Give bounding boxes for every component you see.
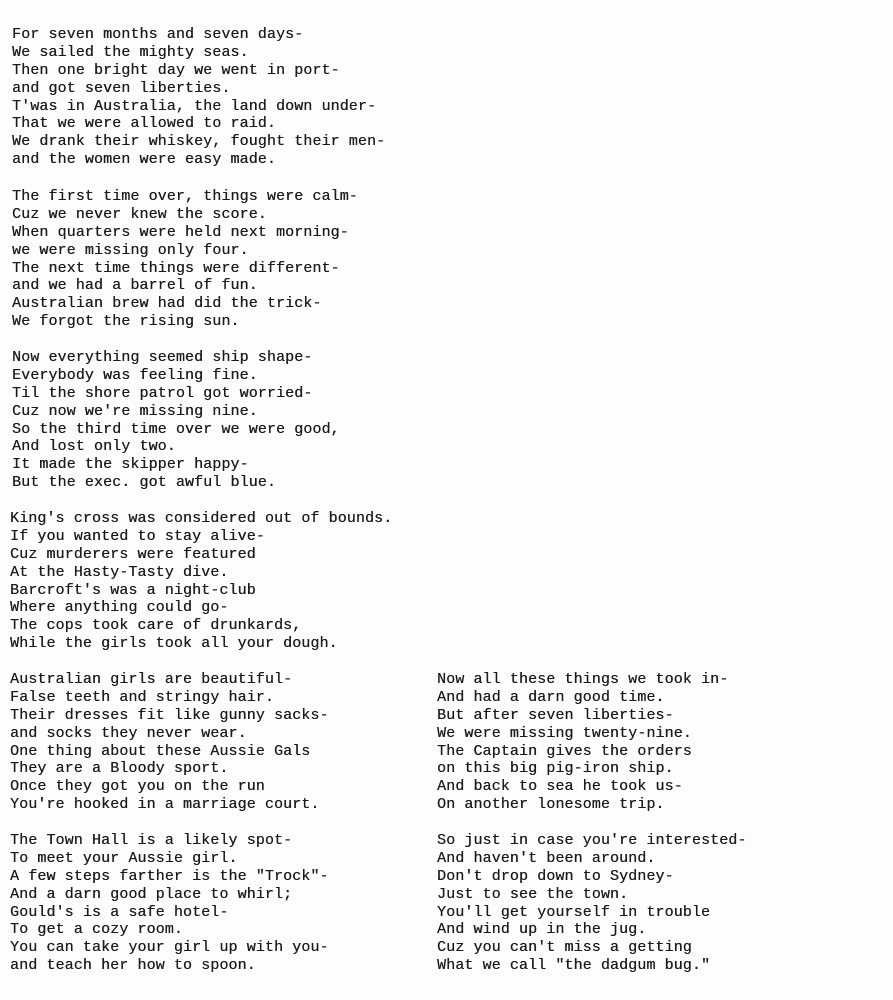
stanza-6 [10, 832, 329, 975]
poem-line: But after seven liberties- [437, 706, 674, 724]
poem-line: we were missing only four. [12, 241, 249, 259]
poem-line: Now all these things we took in- [437, 671, 729, 688]
poem-line: While the girls took all your dough. [10, 635, 338, 653]
poem-line: The cops took care of drunkards, [10, 617, 302, 635]
poem-line: A few steps farther is the "Trock"- [10, 867, 329, 885]
poem-line: Where anything could go- [10, 599, 229, 617]
poem-line: And a darn good place to whirl; [10, 885, 293, 903]
poem-line: That we were allowed to raid. [12, 115, 276, 133]
poem-line: It made the skipper happy- [12, 456, 249, 474]
poem-line: Cuz murderers were featured [10, 545, 256, 563]
poem-line: You're hooked in a marriage court. [10, 796, 320, 814]
poem-line: And had a darn good time. [437, 688, 665, 706]
poem-line: At the Hasty-Tasty dive. [10, 563, 229, 581]
poem-line: Gould's is a safe hotel- [10, 903, 229, 921]
poem-line: So the third time over we were good, [12, 420, 340, 438]
poem-line: T'was in Australia, the land down under- [12, 97, 377, 115]
poem-line: You can take your girl up with you- [10, 939, 329, 957]
poem-line: and we had a barrel of fun. [12, 277, 258, 295]
poem-line: To meet your Aussie girl. [10, 849, 238, 867]
poem-line: Everybody was feeling fine. [12, 366, 258, 384]
poem-line: The next time things were different- [12, 259, 340, 277]
poem-line: And lost only two. [12, 438, 176, 456]
stanza-7 [437, 671, 728, 814]
stanza-4 [10, 510, 392, 653]
poem-line: We forgot the rising sun. [12, 313, 240, 331]
poem-line: And wind up in the jug. [437, 921, 647, 939]
poem-line: Cuz you can't miss a getting [437, 939, 692, 957]
poem-line: Once they got you on the run [10, 778, 265, 796]
poem-line: and got seven liberties. [12, 79, 231, 97]
poem-line: and socks they never wear. [10, 724, 247, 742]
poem-line: Their dresses fit like gunny sacks- [10, 706, 329, 724]
poem-line: What we call "the dadgum bug." [437, 957, 711, 975]
poem-line: False teeth and stringy hair. [10, 688, 274, 706]
poem-line: But the exec. got awful blue. [12, 474, 276, 492]
stanza-8 [437, 832, 746, 975]
poem-line: Then one bright day we went in port- [12, 61, 340, 79]
stanza-2 [12, 188, 358, 331]
poem-line: They are a Bloody sport. [10, 760, 229, 778]
poem-line: Barcroft's was a night-club [10, 581, 256, 599]
stanza-1 [12, 26, 385, 169]
poem-line: Now everything seemed ship shape- [12, 349, 313, 366]
poem-line: To get a cozy room. [10, 921, 183, 939]
poem-line: Cuz now we're missing nine. [12, 402, 258, 420]
poem-line: The Captain gives the orders [437, 742, 692, 760]
poem-line: We drank their whiskey, fought their men- [12, 133, 386, 151]
poem-line: One thing about these Aussie Gals [10, 742, 311, 760]
stanza-3 [12, 349, 340, 492]
poem-line: Just to see the town. [437, 885, 629, 903]
poem-line: and the women were easy made. [12, 151, 276, 169]
poem-line: We were missing twenty-nine. [437, 724, 692, 742]
poem-line: Cuz we never knew the score. [12, 205, 267, 223]
poem-line: And back to sea he took us- [437, 778, 683, 796]
poem-line: Australian brew had did the trick- [12, 295, 322, 313]
poem-line: The Town Hall is a likely spot- [10, 832, 293, 849]
poem-line: The first time over, things were calm- [12, 188, 358, 205]
stanza-5 [10, 671, 329, 814]
poem-line: So just in case you're interested- [437, 832, 747, 849]
poem-line: King's cross was considered out of bounds. [10, 510, 393, 527]
poem-line: If you wanted to stay alive- [10, 527, 265, 545]
poem-line: Til the shore patrol got worried- [12, 384, 313, 402]
poem-line: For seven months and seven days- [12, 26, 304, 43]
poem-line: and teach her how to spoon. [10, 957, 256, 975]
poem-line: Don't drop down to Sydney- [437, 867, 674, 885]
poem-line: When quarters were held next morning- [12, 223, 349, 241]
poem-line: Australian girls are beautiful- [10, 671, 293, 688]
poem-line: You'll get yourself in trouble [437, 903, 711, 921]
poem-line: And haven't been around. [437, 849, 656, 867]
poem-line: On another lonesome trip. [437, 796, 665, 814]
poem-line: on this big pig-iron ship. [437, 760, 674, 778]
poem-line: We sailed the mighty seas. [12, 43, 249, 61]
